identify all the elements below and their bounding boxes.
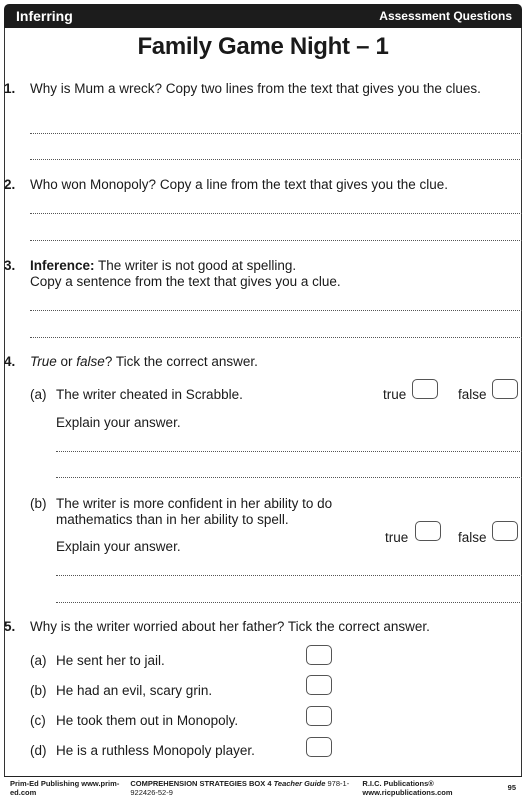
q3-number: 3. xyxy=(4,258,16,273)
q4b-text-line-2: mathematics than in her ability to spell. xyxy=(56,512,289,527)
q4a-true-checkbox[interactable] xyxy=(412,379,438,399)
q4-rest: ? Tick the correct answer. xyxy=(104,354,258,369)
q2-answer-line-1[interactable] xyxy=(30,213,522,214)
q2-text: Who won Monopoly? Copy a line from the text that gives you the clue. xyxy=(30,177,448,192)
section-label: Inferring xyxy=(16,8,73,24)
q5-option-d-label: (d) xyxy=(30,743,47,758)
q4b-answer-line-1[interactable] xyxy=(56,575,522,576)
q1-answer-line-1[interactable] xyxy=(30,133,522,134)
footer-ric: R.I.C. Publications® www.ricpublications.com xyxy=(362,778,453,797)
q4b-text xyxy=(56,496,386,528)
q4-number: 4. xyxy=(4,354,16,369)
page-kind-label: Assessment Questions xyxy=(379,9,512,23)
q4-true-word: True xyxy=(30,354,57,369)
q2-answer-line-2[interactable] xyxy=(30,240,522,241)
q4b-true-checkbox[interactable] xyxy=(415,521,441,541)
q4a-answer-line-1[interactable] xyxy=(56,451,522,452)
q5-option-c-text: He took them out in Monopoly. xyxy=(56,713,239,728)
footer-book xyxy=(130,779,362,797)
q5-option-c-checkbox[interactable] xyxy=(306,706,332,726)
q5-option-a-label: (a) xyxy=(30,653,47,668)
q1-text: Why is Mum a wreck? Copy two lines from the text that gives you the clues. xyxy=(30,81,481,96)
q5-number: 5. xyxy=(4,619,16,634)
page-footer xyxy=(4,776,522,798)
q4b-answer-line-2[interactable] xyxy=(56,602,522,603)
q3-text-line-1: The writer is not good at spelling. xyxy=(94,258,297,273)
q4b-text-line-1: The writer is more confident in her ability to do xyxy=(56,496,333,511)
q5-option-b-label: (b) xyxy=(30,683,47,698)
q4a-label: (a) xyxy=(30,387,47,402)
page-header xyxy=(4,4,522,28)
q3-text xyxy=(30,258,500,290)
q5-option-c-label: (c) xyxy=(30,713,46,728)
q4b-false-checkbox[interactable] xyxy=(492,521,518,541)
q4-text xyxy=(30,354,500,370)
q4b-label: (b) xyxy=(30,496,47,511)
q2-number: 2. xyxy=(4,177,16,192)
q1-answer-line-2[interactable] xyxy=(30,159,522,160)
q4a-false-label: false xyxy=(458,387,487,402)
q4-false-word: false xyxy=(76,354,105,369)
q4b-explain-label: Explain your answer. xyxy=(56,539,181,554)
q1-number: 1. xyxy=(4,81,16,96)
footer-isbn: 978-1-922426-52-9 xyxy=(130,778,350,797)
q3-answer-line-1[interactable] xyxy=(30,310,522,311)
q3-text-line-2: Copy a sentence from the text that gives you a clue. xyxy=(30,274,341,289)
q3-answer-line-2[interactable] xyxy=(30,337,522,338)
footer-book-title: COMPREHENSION STRATEGIES BOX 4 xyxy=(130,778,272,788)
q5-option-a-text: He sent her to jail. xyxy=(56,653,165,668)
q5-option-b-checkbox[interactable] xyxy=(306,675,332,695)
q4a-true-label: true xyxy=(383,387,407,402)
q4a-answer-line-2[interactable] xyxy=(56,477,522,478)
q4-or: or xyxy=(56,354,77,369)
q4a-false-checkbox[interactable] xyxy=(492,379,518,399)
q4a-explain-label: Explain your answer. xyxy=(56,415,181,430)
q5-text: Why is the writer worried about her father? Tick the correct answer. xyxy=(30,619,430,634)
q5-option-a-checkbox[interactable] xyxy=(306,645,332,665)
page-title: Family Game Night – 1 xyxy=(137,33,389,60)
footer-publisher: Prim-Ed Publishing www.prim-ed.com xyxy=(10,778,120,797)
q4b-false-label: false xyxy=(458,530,487,545)
footer-page-number: 95 xyxy=(507,783,516,792)
q4a-text: The writer cheated in Scrabble. xyxy=(56,387,243,402)
q5-option-d-text: He is a ruthless Monopoly player. xyxy=(56,743,255,758)
q5-option-d-checkbox[interactable] xyxy=(306,737,332,757)
q4b-true-label: true xyxy=(385,530,409,545)
q5-option-b-text: He had an evil, scary grin. xyxy=(56,683,213,698)
q3-inference-label: Inference: xyxy=(30,258,95,273)
footer-guide: Teacher Guide xyxy=(273,778,326,788)
